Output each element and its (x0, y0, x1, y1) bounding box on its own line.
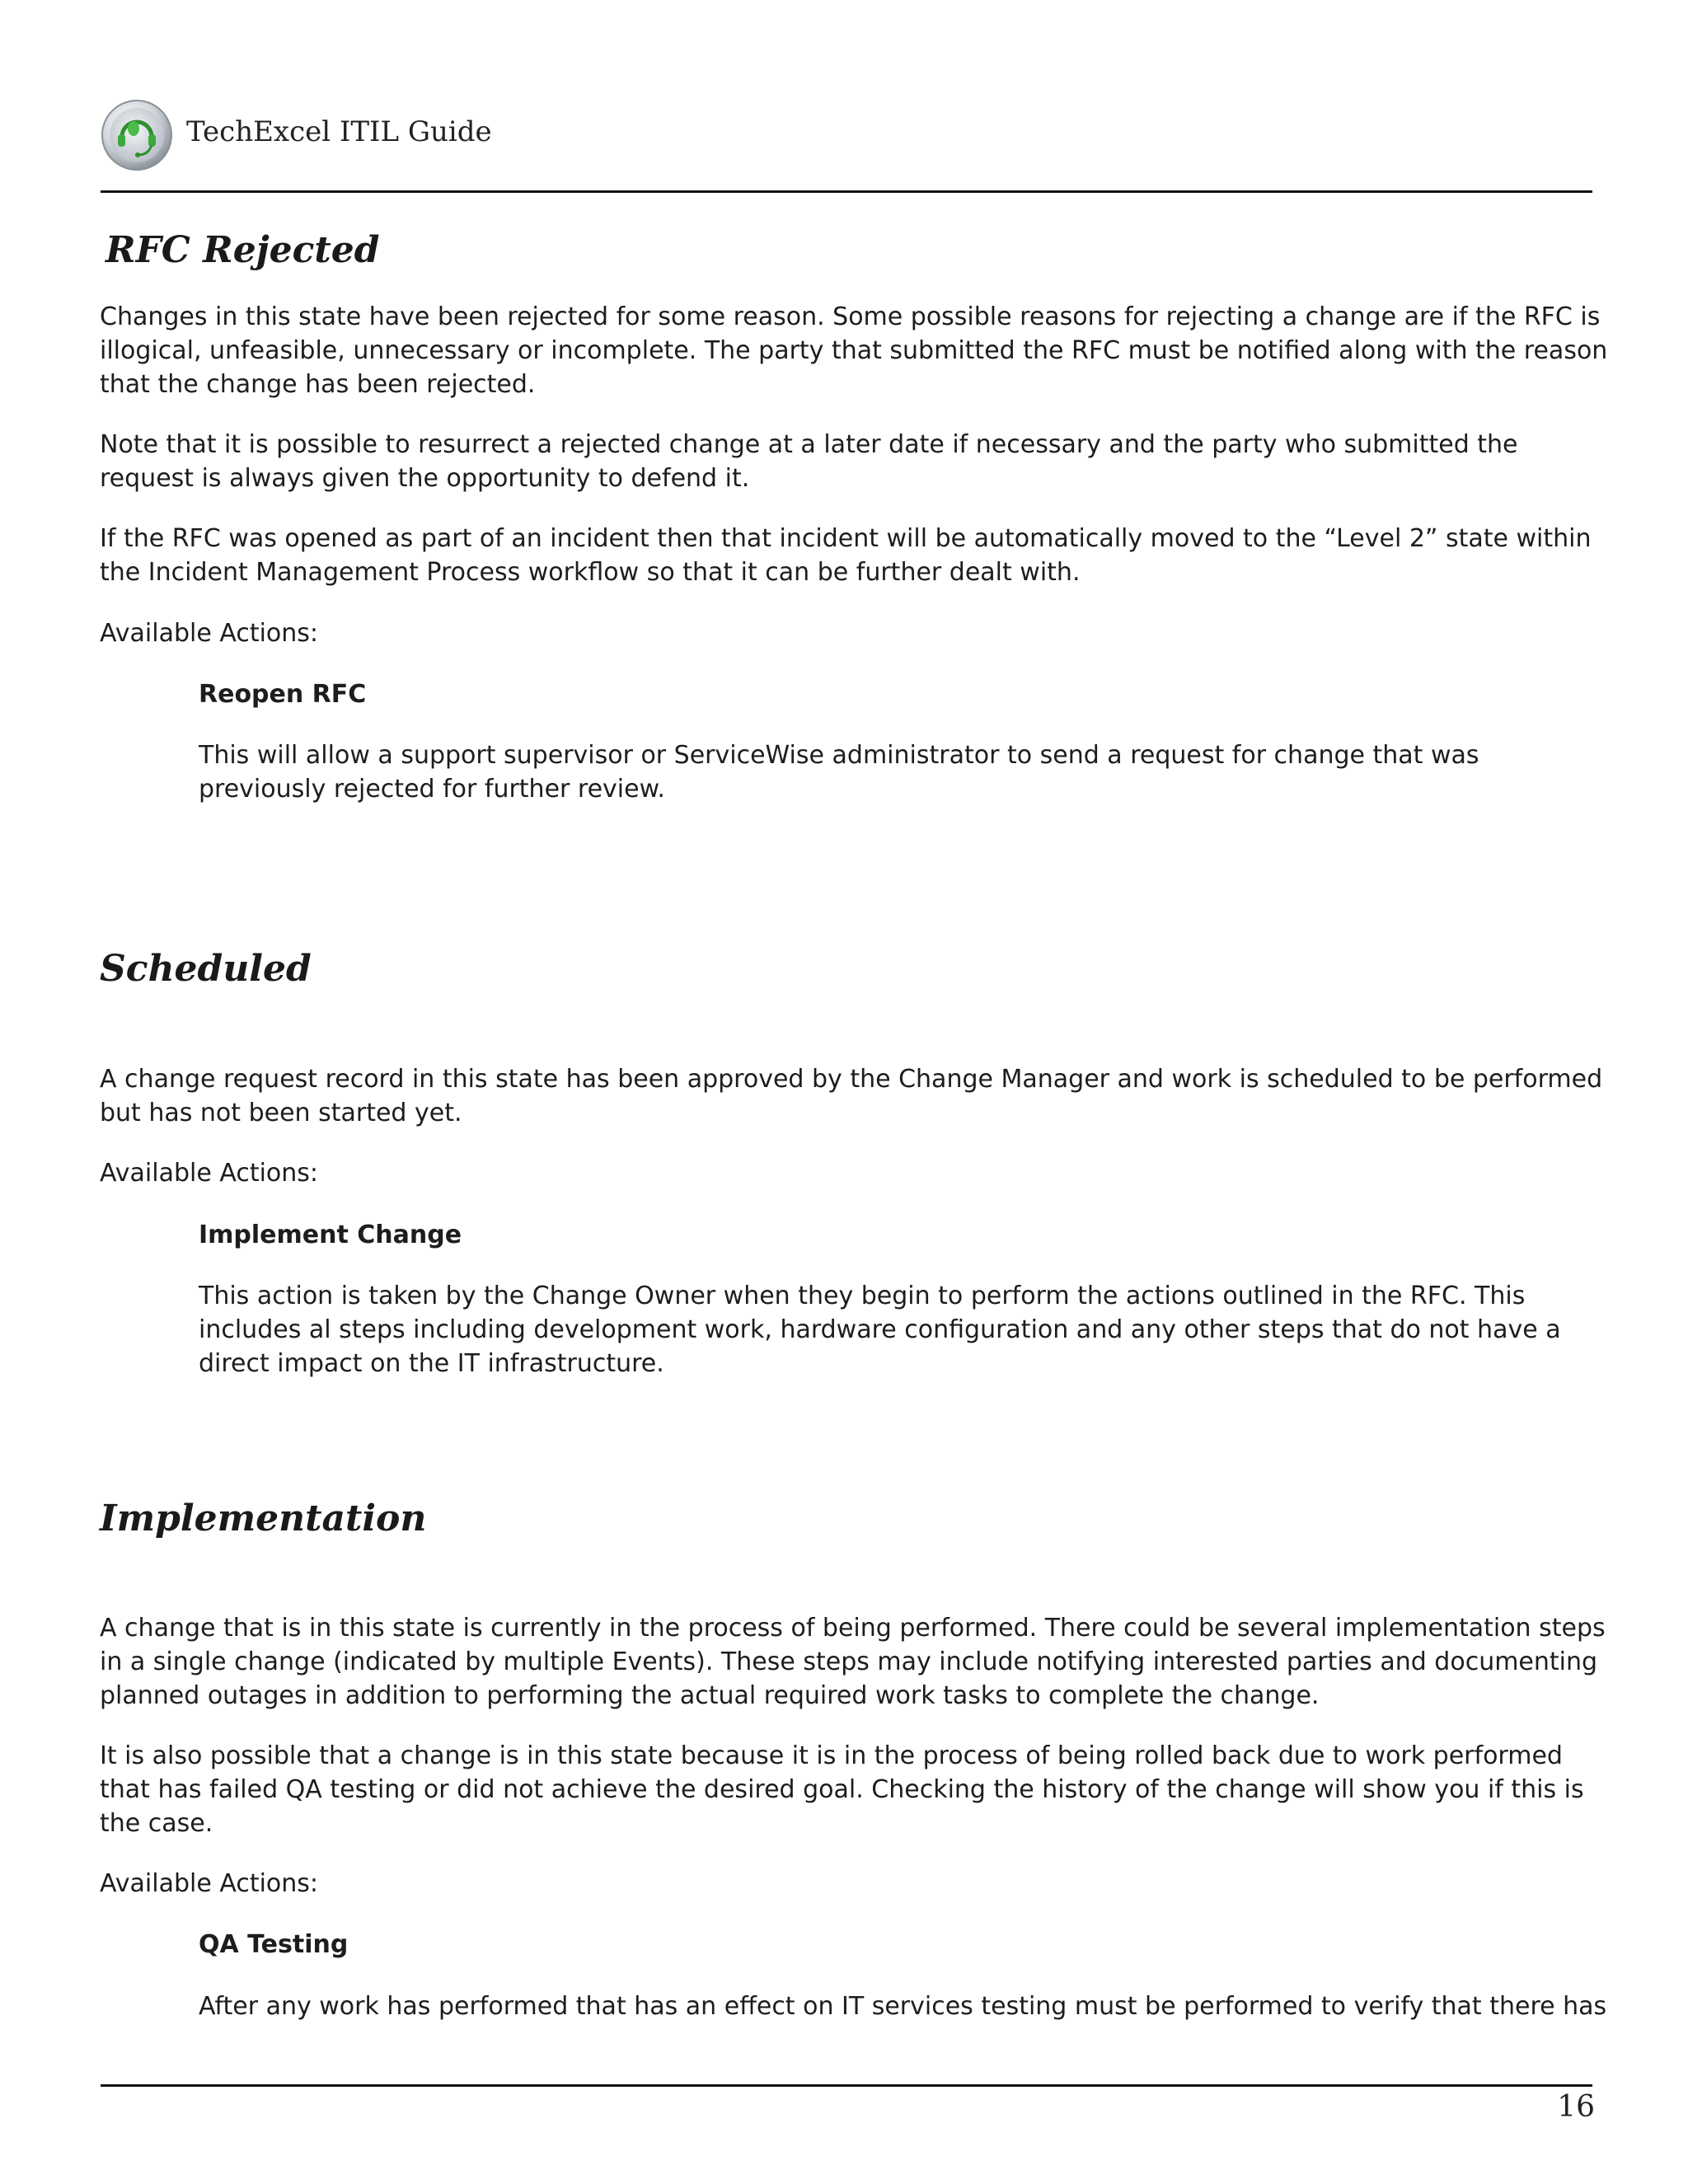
available-actions-label: Available Actions: (100, 1869, 319, 1898)
available-actions-label: Available Actions: (100, 1159, 319, 1188)
paragraph: Note that it is possible to resurrect a rejected change at a later date if necessary and the party who submitted the request is always given the opportunity to defend it. (100, 430, 1518, 493)
guide-title: TechExcel ITIL Guide (186, 115, 492, 148)
action-title-reopen-rfc: Reopen RFC (199, 680, 367, 709)
page-number: 16 (1557, 2090, 1595, 2124)
paragraph: Changes in this state have been rejected for some reason. Some possible reasons for rejecting a change are if the RFC is illogical, unfeasible, unnecessary or incomplete. The party that submitted the RFC must be notified along with the reason that the change has been rejected. (100, 302, 1608, 399)
action-title-qa-testing: QA Testing (199, 1930, 349, 1959)
action-description: After any work has performed that has an effect on IT services testing must be performed to verify that there has (199, 1992, 1607, 2021)
action-description: This action is taken by the Change Owner when they begin to perform the actions outlined in the RFC. This includes al steps including development work, hardware configuration and any other steps that do not have a direct impact on the IT infrastructure. (199, 1282, 1561, 1378)
available-actions-label: Available Actions: (100, 619, 319, 648)
action-description: This will allow a support supervisor or ServiceWise administrator to send a request for change that was previously rejected for further review. (199, 741, 1479, 804)
paragraph: If the RFC was opened as part of an incident then that incident will be automatically moved to the “Level 2” state within the Incident Management Process workflow so that it can be further dealt with. (100, 524, 1592, 587)
footer-divider (101, 2084, 1592, 2087)
paragraph: It is also possible that a change is in this state because it is in the process of being rolled back due to work performed that has failed QA testing or did not achieve the desired goal. Checking the history of the change will show you if this is the case. (100, 1741, 1584, 1838)
paragraph: A change that is in this state is currently in the process of being performed. There could be several implementation steps in a single change (indicated by multiple Events). These steps may include notifying interested parties and documenting planned outages in addition to performing the actual required work tasks to complete the change. (100, 1614, 1606, 1710)
headset-support-icon (101, 99, 173, 171)
header-divider (101, 190, 1592, 193)
section-heading-implementation: Implementation (100, 1497, 427, 1540)
paragraph: A change request record in this state has been approved by the Change Manager and work is scheduled to be performed but has not been started yet. (100, 1065, 1603, 1127)
action-title-implement-change: Implement Change (199, 1221, 462, 1249)
section-heading-rfc-rejected: RFC Rejected (106, 229, 380, 271)
section-heading-scheduled: Scheduled (100, 948, 312, 990)
